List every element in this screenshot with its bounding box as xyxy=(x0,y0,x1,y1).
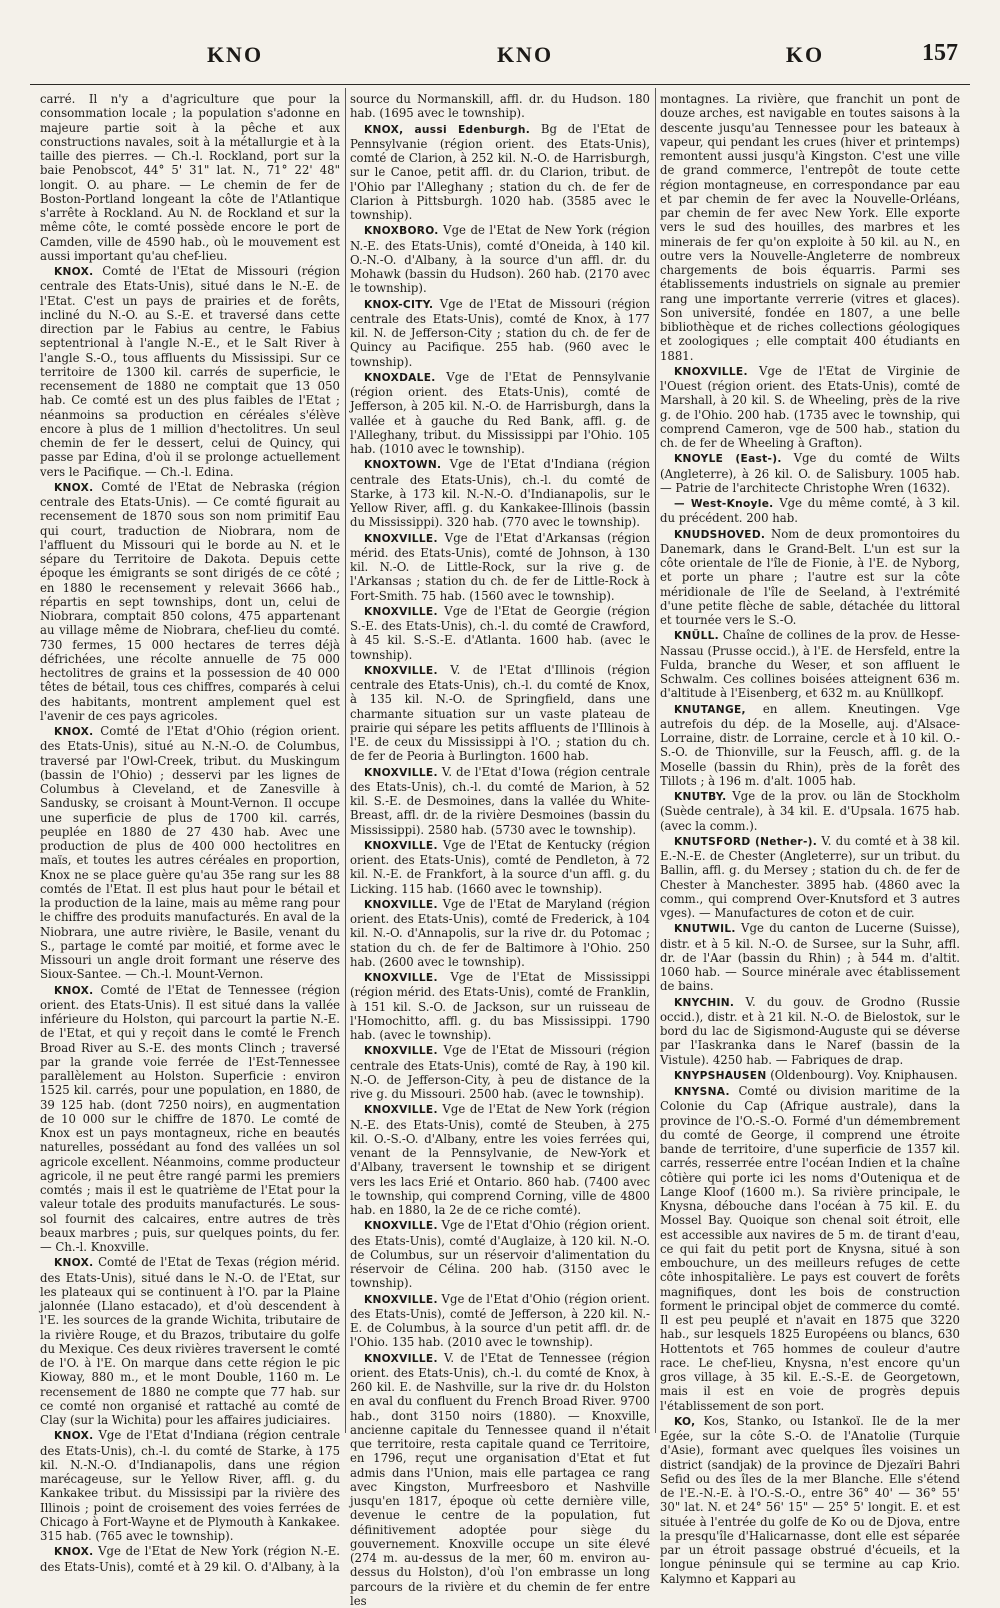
dictionary-entry xyxy=(350,1043,650,1101)
entry-headword: KNYPSHAUSEN xyxy=(674,1070,767,1082)
entry-headword: KNOXVILLE. xyxy=(364,1104,438,1116)
entry-headword: KNUDSHOVED. xyxy=(674,529,765,541)
dictionary-entry xyxy=(350,1102,650,1217)
entry-text: source du Normanskill, affl. dr. du Hudson. 180 hab. (1695 avec le township). xyxy=(350,92,650,120)
entry-text: V. de l'Etat d'Illinois (région centrale des Etats-Unis), ch.-l. du comté de Knox, à 135 kil. N.-O. de Springfield, dans une charmante situation sur un vaste plateau de prairie qui sépare les petits affluents de l'Illinois à l'E. de ceux du Mississippi à l'O. ; station du ch. de fer de Peoria à Burlington. 1600 hab. xyxy=(350,663,650,764)
entry-text: Vge de l'Etat de Missouri (région centrale des Etats-Unis), comté de Knox, à 177 kil. N. de Jefferson-City ; station du ch. de fer de Quincy au Pacifique. 255 hab. (960 avec le township). xyxy=(350,297,650,369)
dictionary-entry xyxy=(660,789,960,833)
entry-text: Vge de l'Etat de New York (région N.-E. des Etats-Unis), comté et à 29 kil. O. d'Albany, à la xyxy=(40,1544,340,1573)
entry-headword: KNOXVILLE. xyxy=(364,899,438,911)
dictionary-entry xyxy=(40,264,340,479)
dictionary-entry xyxy=(350,1292,650,1350)
dictionary-entry xyxy=(40,1255,340,1427)
entry-headword: KNOXVILLE. xyxy=(364,1220,438,1232)
entry-text: V. de l'Etat d'Iowa (région centrale des Etats-Unis), ch.-l. du comté de Marion, à 52 kil. S.-E. de Desmoines, dans la vallée du White-Breast, affl. dr. de la rivière Desmoines (bassin du Mississippi). 2580 hab. (5730 avec le township). xyxy=(350,765,650,837)
entry-text: Vge de l'Etat de Kentucky (région orient. des Etats-Unis), comté de Pendleton, à 72 kil. N.-E. de Frankfort, à la source d'un affl. g. du Licking. 115 hab. (1660 avec le township). xyxy=(350,838,650,896)
dictionary-entry xyxy=(350,1218,650,1290)
entry-text: Bg de l'Etat de Pennsylvanie (région orient. des Etats-Unis), comté de Clarion, à 252 kil. N.-O. de Harrisburgh, sur le Canoe, petit affl. dr. du Clarion, tribut. de l'Ohio par l'Alleghany ; station du ch. de fer de Clarion à Pittsburgh. 1020 hab. (3585 avec le township). xyxy=(350,122,650,223)
entry-headword: KNOXVILLE. xyxy=(364,665,438,677)
entry-headword: KNOXDALE. xyxy=(364,372,436,384)
running-head-left: KNO xyxy=(140,42,330,68)
entry-headword: KNOXTOWN. xyxy=(364,459,441,471)
entry-headword: KNOX. xyxy=(54,266,93,278)
entry-text: Comté de l'Etat de Nebraska (région centrale des Etats-Unis). — Ce comté figurait au recensement de 1870 sous son nom primitif Eau qui court, traduction de Niobrara, nom de l'affluent du Missouri qui le borde au N. et le sépare du Territoire de Dakota. Depuis cette époque les émigrants se sont dirigés de ce côté ; en 1880 le recensement y relevait 3666 hab., répartis en sept townships, dont un, celui de Niobrara, comptait 850 colons, 475 appartenant au village même de Niobrara, chef-lieu du comté. 730 fermes, 15 000 hectares de terres déjà défrichées, une récolte annuelle de 75 000 hectolitres de grains et la possession de 40 000 têtes de bétail, tous ces chiffres, comparés à celui des habitants, montrent amplement quel est l'avenir de ces pays agricoles. xyxy=(40,480,340,723)
entry-text: Comté ou division maritime de la Colonie du Cap (Afrique australe), dans la province de l'O.-S.-O. Formé d'un démembrement du comté de George, il comprend une étroite bande de territoire, d'une superficie de 1357 kil. carrés, resserrée entre l'océan Indien et la chaîne côtière qui porte ici les noms d'Outeniqua et de Lange Kloof (1600 m.). Sa rivière principale, le Knysna, débouche dans l'océan à 75 kil. E. du Mossel Bay. Quoique son chenal soit étroit, elle est accessible aux navires de 5 m. de tirant d'eau, ce qui fait du petit port de Knysna, situé à son embouchure, un des meilleurs refuges de cette côte inhospitalière. Le pays est couvert de forêts magnifiques, dont les bois de construction forment le principal objet de commerce du comté. Il est peu peuplé et n'avait en 1875 que 3220 hab., sur lesquels 1825 Européens ou blancs, 630 Hottentots et 765 hommes de couleur d'autre race. Le chef-lieu, Knysna, n'est encore qu'un gros village, à 35 kil. E.-S.-E. de Georgetown, mais il est en voie de progrès depuis l'établissement de son port. xyxy=(660,1084,960,1413)
page-number: 157 xyxy=(922,40,958,67)
entry-text: Kos, Stanko, ou Istankoï. Ile de la mer Egée, sur la côte S.-O. de l'Anatolie (Turquie d'Asie), formant avec quelques îles voisines un district (sandjak) de la province de Djezaïri Bahri Sefid ou des îles de la mer Blanche. Elle s'étend de l'E.-N.-E. à l'O.-S.-O., entre 36° 40' — 36° 55' 30" lat. N. et 24° 56' 15" — 25° 5' longit. E. et est située à l'entrée du golfe de Ko ou de Djova, entre la presqu'île d'Halicarnasse, dont elle est séparée par un étroit passage obstrué d'écueils, et la longue péninsule qui se termine au cap Krio. Kalymno et Kappari au xyxy=(660,1414,960,1586)
entry-headword: KNOX-CITY. xyxy=(364,299,433,311)
dictionary-entry xyxy=(660,496,960,526)
entry-text: en allem. Kneutingen. Vge autrefois du dép. de la Moselle, auj. d'Alsace-Lorraine, distr. de Lorraine, cercle et à 10 kil. O.-S.-O. de Thionville, sur la Feusch, affl. g. de la Moselle (bassin du Rhin), près de la forêt des Tillots ; à 196 m. d'alt. 1005 hab. xyxy=(660,702,960,788)
entry-text: Vge de l'Etat de Georgie (région S.-E. des Etats-Unis), ch.-l. du comté de Crawford, à 45 kil. S.-S.-E. d'Atlanta. 1600 hab. (avec le township). xyxy=(350,604,650,662)
entry-text: V. du gouv. de Grodno (Russie occid.), distr. et à 21 kil. N.-O. de Bielostok, sur le bord du lac de Sigismond-Auguste qui se déverse par l'Iaskranka dans le Naref (bassin de la Vistule). 4250 hab. — Fabriques de drap. xyxy=(660,995,960,1067)
entry-text: montagnes. La rivière, que franchit un pont de douze arches, est navigable en toutes saisons à la descente jusqu'au Tennessee pour les bateaux à vapeur, qui pendant les crues (hiver et printemps) remontent aussi jusqu'à Kingston. C'est une ville de grand commerce, l'entrepôt de toute cette région montagneuse, en correspondance par eau et par chemin de fer avec la Nouvelle-Orléans, par chemin de fer avec New York. Elle exporte vers le sud des houilles, des marbres et les minerais de fer qu'on exploite à 50 kil. au N., en outre vers la Nouvelle-Angleterre de nombreux chargements de bois équarris. Parmi ses établissements industriels on signale au premier rang une importante verrerie (vitres et glaces). Son université, fondée en 1807, a une belle bibliothèque et de riches collections géologiques et zoologiques ; elle comptait 400 étudiants en 1881. xyxy=(660,92,960,363)
entry-text: Vge de l'Etat de New York (région N.-E. des Etats-Unis), comté d'Oneida, à 140 kil. O.-N.-O. d'Albany, à la source d'un affl. dr. du Mohawk (bassin du Hudson). 260 hab. (2170 avec le township). xyxy=(350,223,650,295)
entry-headword: KNUTANGE, xyxy=(674,704,746,716)
dictionary-entry xyxy=(660,628,960,700)
entry-text: Vge de l'Etat de Mississippi (région mérid. des Etats-Unis), comté de Franklin, à 151 kil. S.-O. de Jackson, sur un ruisseau de l'Homochitto, affl. g. du bas Mississippi. 1790 hab. (avec le township). xyxy=(350,970,650,1042)
entry-text: (Oldenbourg). Voy. Kniphausen. xyxy=(770,1068,957,1082)
entry-headword: KNOXVILLE. xyxy=(364,1045,438,1057)
entry-text: Vge de l'Etat d'Ohio (région orient. des Etats-Unis), comté d'Auglaize, à 120 kil. N.-O. de Columbus, sur un réservoir d'alimentation du réservoir de Célina. 200 hab. (3150 avec le township). xyxy=(350,1218,650,1290)
dictionary-entry xyxy=(40,480,340,723)
column-divider xyxy=(345,88,346,1433)
dictionary-entry xyxy=(660,1414,960,1586)
dictionary-entry xyxy=(350,223,650,295)
dictionary-entry xyxy=(40,983,340,1255)
dictionary-entry xyxy=(350,531,650,603)
entry-text: Vge de l'Etat de New York (région N.-E. des Etats-Unis), comté de Steuben, à 275 kil. O.-S.-O. d'Albany, entre les voies ferrées qui, venant de la Pennsylvanie, de New-York et d'Albany, traversent le township et se dirigent vers les lacs Erié et Ontario. 860 hab. (7400 avec le township, qui comprend Corning, ville de 4800 hab. en 1880, la 2e de ce riche comté). xyxy=(350,1102,650,1217)
running-head-right: KO xyxy=(745,42,865,68)
dictionary-entry xyxy=(660,921,960,993)
dictionary-entry xyxy=(350,457,650,529)
dictionary-entry xyxy=(350,92,650,121)
dictionary-entry xyxy=(40,1544,340,1574)
dictionary-entry xyxy=(350,1351,650,1608)
entry-headword: KNOX. xyxy=(54,985,93,997)
entry-text: Chaîne de collines de la prov. de Hesse-Nassau (Prusse occid.), à l'E. de Hersfeld, entre la Fulda, branche du Weser, et son affluent le Schwalm. Ces collines boisées atteignent 636 m. d'altitude à l'Eisenberg, et 632 m. au Knüllkopf. xyxy=(660,628,960,700)
dictionary-entry xyxy=(350,297,650,369)
dictionary-entry xyxy=(660,1084,960,1413)
entry-headword: KNOXVILLE. xyxy=(364,972,438,984)
entry-text: Vge du canton de Lucerne (Suisse), distr. et à 5 kil. N.-O. de Sursee, sur la Suhr, affl. dr. de l'Aar (bassin du Rhin) ; à 544 m. d'altit. 1060 hab. — Source minérale avec établissement de bains. xyxy=(660,921,960,993)
dictionary-entry xyxy=(660,834,960,921)
dictionary-entry xyxy=(350,838,650,896)
entry-headword: KNOX. xyxy=(54,1257,93,1269)
text-column-3 xyxy=(660,92,960,1432)
dictionary-entry xyxy=(40,92,340,263)
entry-text: Vge de l'Etat d'Arkansas (région mérid. des Etats-Unis), comté de Johnson, à 130 kil. N.-O. de Little-Rock, sur la rive g. de l'Arkansas ; station du ch. de fer de Little-Rock à Fort-Smith. 75 hab. (1560 avec le township). xyxy=(350,531,650,603)
entry-headword: KNOXVILLE. xyxy=(364,840,438,852)
entry-text: Comté de l'Etat de Texas (région mérid. des Etats-Unis), situé dans le N.-O. de l'Etat, sur les plateaux qui se continuent à l'O. par la Plaine jalonnée (Llano estacado), et d'où descendent à l'E. les sources de la grande Wichita, tributaire de la rivière Rouge, et du Brazos, tributaire du golfe du Mexique. Ces deux rivières traversent le comté de l'O. à l'E. On marque dans cette région le pic Kioway, 880 m., et le mont Double, 1160 m. Le recensement de 1880 ne compte que 77 hab. sur ce comté non organisé et rattaché au comté de Clay (sur la Wichita) pour les affaires judiciaires. xyxy=(40,1255,340,1427)
dictionary-entry xyxy=(660,92,960,363)
dictionary-entry xyxy=(660,995,960,1067)
entry-text: carré. Il n'y a d'agriculture que pour la consommation locale ; la population s'adonne en majeure partie soit à la pêche et aux constructions navales, soit à la métallurgie et à la taille des pierres. — Ch.-l. Rockland, port sur la baie Penobscot, 44° 5' 31" lat. N., 71° 22' 48" longit. O. au phare. — Le chemin de fer de Boston-Portland longeant la côte de l'Atlantique s'arrête à Rockland. Au N. de Rockland et sur la même côte, le comté possède encore le port de Camden, ville de 4590 hab., où le mouvement est aussi important qu'au chef-lieu. xyxy=(40,92,340,263)
entry-headword: KNYCHIN. xyxy=(674,997,734,1009)
header-rule xyxy=(30,84,970,85)
entry-headword: KNOX. xyxy=(54,1546,93,1558)
dictionary-entry xyxy=(350,370,650,457)
entry-text: Comté de l'Etat d'Ohio (région orient. des Etats-Unis), situé au N.-N.-O. de Columbus, traversé par l'Owl-Creek, tribut. du Muskingum (bassin de l'Ohio) ; desservi par les lignes de Columbus à Cleveland, et de Zanesville à Sandusky, se croisant à Mount-Vernon. Il occupe une superficie de plus de 1700 kil. carrés, peuplée en 1880 de 27 430 hab. Avec une production de plus de 400 000 hectolitres en maïs, et toutes les autres céréales en proportion, Knox ne se place guère qu'au 35e rang sur les 88 comtés de l'Etat. Il est plus haut pour le bétail et la production de la laine, mais au même rang pour le chiffre des produits manufacturés. En aval de la Niobrara, une autre rivière, le Basile, venant du S., partage le comté par moitié, et forme avec le Missouri un angle droit formant une réserve des Sioux-Santee. — Ch.-l. Mount-Vernon. xyxy=(40,724,340,981)
entry-text: Vge du comté de Wilts (Angleterre), à 26 kil. O. de Salisbury. 1005 hab. — Patrie de l'architecte Christophe Wren (1632). xyxy=(660,451,960,495)
entry-headword: KNOX. xyxy=(54,482,93,494)
dictionary-entry xyxy=(40,1428,340,1543)
dictionary-entry xyxy=(660,451,960,495)
dictionary-entry xyxy=(350,604,650,662)
entry-headword: KNOXVILLE. xyxy=(364,1294,438,1306)
entry-text: Vge de l'Etat de Pennsylvanie (région orient. des Etats-Unis), comté de Jefferson, à 205 kil. N.-O. de Harrisburgh, dans la vallée et à gauche du Red Bank, affl. g. de l'Alleghany, tribut. du Mississippi par l'Ohio. 105 hab. (1010 avec le township). xyxy=(350,370,650,456)
entry-headword: KNOXVILLE. xyxy=(364,767,438,779)
entry-headword: KNOYLE (East-). xyxy=(674,453,782,465)
entry-headword: KNOXVILLE. xyxy=(364,1353,438,1365)
column-divider xyxy=(655,88,656,1433)
entry-text: Vge de l'Etat d'Ohio (région orient. des Etats-Unis), comté de Jefferson, à 220 kil. N.-E. de Columbus, à la source d'un petit affl. dr. de l'Ohio. 135 hab. (2010 avec le township). xyxy=(350,1292,650,1350)
entry-headword: KNUTSFORD (Nether-). xyxy=(674,836,817,848)
entry-headword: KNUTWIL. xyxy=(674,923,736,935)
entry-headword: KNOXVILLE. xyxy=(364,606,438,618)
dictionary-entry xyxy=(660,527,960,628)
dictionary-entry xyxy=(350,663,650,764)
entry-text: Comté de l'Etat de Missouri (région centrale des Etats-Unis), situé dans le N.-E. de l'Etat. C'est un pays de prairies et de forêts, incliné du N.-O. au S.-E. et traversé dans cette direction par le Fabius au centre, le Fabius septentrional à l'angle N.-E., et le Salt River à l'angle S.-O., tous affluents du Mississipi. Sur ce territoire de 1300 kil. carrés de superficie, le recensement de 1880 ne comptait que 13 050 hab. Ce comté est un des plus faibles de l'Etat ; néanmoins sa production en céréales s'élève encore à plus de 1 million d'hectolitres. Un seul chemin de fer le dessert, celui de Quincy, qui passe par Edina, d'où il se prolonge actuellement vers le Pacifique. — Ch.-l. Edina. xyxy=(40,264,340,479)
dictionary-entry xyxy=(660,1068,960,1083)
entry-text: Vge du même comté, à 3 kil. du précédent. 200 hab. xyxy=(660,496,960,525)
dictionary-entry xyxy=(350,122,650,223)
dictionary-entry xyxy=(660,702,960,789)
entry-headword: KNOXBORO. xyxy=(364,225,439,237)
entry-text: Comté de l'Etat de Tennessee (région orient. des Etats-Unis). Il est situé dans la vallée inférieure du Holston, qui parcourt la partie N.-E. de l'Etat, et qui y reçoit dans le comté le French Broad River au S.-E. des monts Clinch ; traversé par la grande voie ferrée de l'Est-Tennessee parallèlement au Holston. Superficie : environ 1525 kil. carrés, pour une population, en 1880, de 39 125 hab. (dont 7250 noirs), en augmentation de 10 000 sur le chiffre de 1870. Le comté de Knox est un pays montagneux, riche en beautés naturelles, possédant au fond des vallées un sol agricole excellent. Néanmoins, comme producteur agricole, il ne peut être rangé parmi les premiers comtés ; mais il est le quatrième de l'Etat pour la valeur totale des produits manufacturés. Le sous-sol fournit des calcaires, entre autres de très beaux marbres ; puis, sur quelques points, du fer. — Ch.-l. Knoxville. xyxy=(40,983,340,1255)
dictionary-entry xyxy=(350,765,650,837)
entry-headword: KNOX. xyxy=(54,1430,93,1442)
entry-headword: KNÜLL. xyxy=(674,630,719,642)
entry-text: Vge de l'Etat d'Indiana (région centrale des Etats-Unis), ch.-l. du comté de Starke, à 173 kil. N.-N.-O. d'Indianapolis, sur le Yellow River, affl. g. du Kankakee-Illinois (bassin du Mississippi). 320 hab. (770 avec le township). xyxy=(350,457,650,529)
entry-text: Nom de deux promontoires du Danemark, dans le Grand-Belt. L'un est sur la côte orientale de l'île de Fionie, à l'E. de Nyborg, et porte un phare ; l'autre est sur la côte méridionale de l'île de Seeland, à l'extrémité d'une petite flèche de sable, détachée du littoral et tournée vers le S.-O. xyxy=(660,527,960,628)
entry-headword: KNOX, aussi Edenburgh. xyxy=(364,124,530,136)
text-column-2 xyxy=(350,92,650,1432)
text-column-1 xyxy=(40,92,340,1432)
entry-text: Vge de l'Etat d'Indiana (région centrale des Etats-Unis), ch.-l. du comté de Starke, à 175 kil. N.-N.-O. d'Indianapolis, dans une région marécageuse, sur le Yellow River, affl. g. du Kankakee tribut. du Mississipi par la rivière des Illinois ; point de croisement des voies ferrées de Chicago à Fort-Wayne et de Plymouth à Kankakee. 315 hab. (765 avec le township). xyxy=(40,1428,340,1543)
dictionary-entry xyxy=(350,897,650,969)
dictionary-entry xyxy=(40,724,340,982)
entry-text: Vge de l'Etat de Missouri (région centrale des Etats-Unis), comté de Ray, à 190 kil. N.-O. de Jefferson-City, à peu de distance de la rive g. du Missouri. 2500 hab. (avec le township). xyxy=(350,1043,650,1101)
entry-headword: KNOX. xyxy=(54,726,93,738)
entry-text: Vge de la prov. ou län de Stockholm (Suède centrale), à 34 kil. E. d'Upsala. 1675 hab. (avec la comm.). xyxy=(660,789,960,833)
entry-headword: KNYSNA. xyxy=(674,1086,730,1098)
entry-text: V. du comté et à 38 kil. E.-N.-E. de Chester (Angleterre), sur un tribut. du Ballin, affl. g. du Mersey ; station du ch. de fer de Chester à Manchester. 3895 hab. (4860 avec la comm., qui comprend Over-Knutsford et 3 autres vges). — Manufactures de coton et de cuir. xyxy=(660,834,960,920)
entry-headword: KO, xyxy=(674,1416,695,1428)
entry-headword: KNUTBY. xyxy=(674,791,726,803)
entry-text: Vge de l'Etat de Virginie de l'Ouest (région orient. des Etats-Unis), comté de Marshall, à 20 kil. S. de Wheeling, près de la rive g. de l'Ohio. 200 hab. (1735 avec le township, qui comprend Cameron, vge de 500 hab., station du ch. de fer de Wheeling à Grafton). xyxy=(660,364,960,450)
dictionary-entry xyxy=(660,364,960,451)
entry-headword: KNOXVILLE. xyxy=(674,366,748,378)
running-head-center: KNO xyxy=(430,42,620,68)
entry-text: V. de l'Etat de Tennessee (région orient. des Etats-Unis), ch.-l. du comté de Knox, à 260 kil. E. de Nashville, sur la rive dr. du Holston en aval du confluent du French Broad River. 9700 hab., dont 3150 noirs (1880). — Knoxville, ancienne capitale du Tennessee quand il n'était que territoire, resta capitale quand ce Territoire, en 1796, reçut une organisation d'Etat et fut admis dans l'Union, mais elle partagea ce rang avec Kingston, Murfreesboro et Nashville jusqu'en 1817, époque où cette dernière ville, devenue le centre de la population, fut définitivement adoptée pour siège du gouvernement. Knoxville occupe un site élevé (274 m. au-dessus de la mer, 60 m. environ au-dessus du Holston), d'où l'on embrasse un long parcours de la rivière et du chemin de fer entre les xyxy=(350,1351,650,1608)
entry-headword: — West-Knoyle. xyxy=(674,498,774,510)
entry-headword: KNOXVILLE. xyxy=(364,533,438,545)
entry-text: Vge de l'Etat de Maryland (région orient. des Etats-Unis), comté de Frederick, à 104 kil. N.-O. d'Annapolis, sur la rive dr. du Potomac ; station du ch. de fer de Baltimore à l'Ohio. 250 hab. (2600 avec le township). xyxy=(350,897,650,969)
dictionary-entry xyxy=(350,970,650,1042)
